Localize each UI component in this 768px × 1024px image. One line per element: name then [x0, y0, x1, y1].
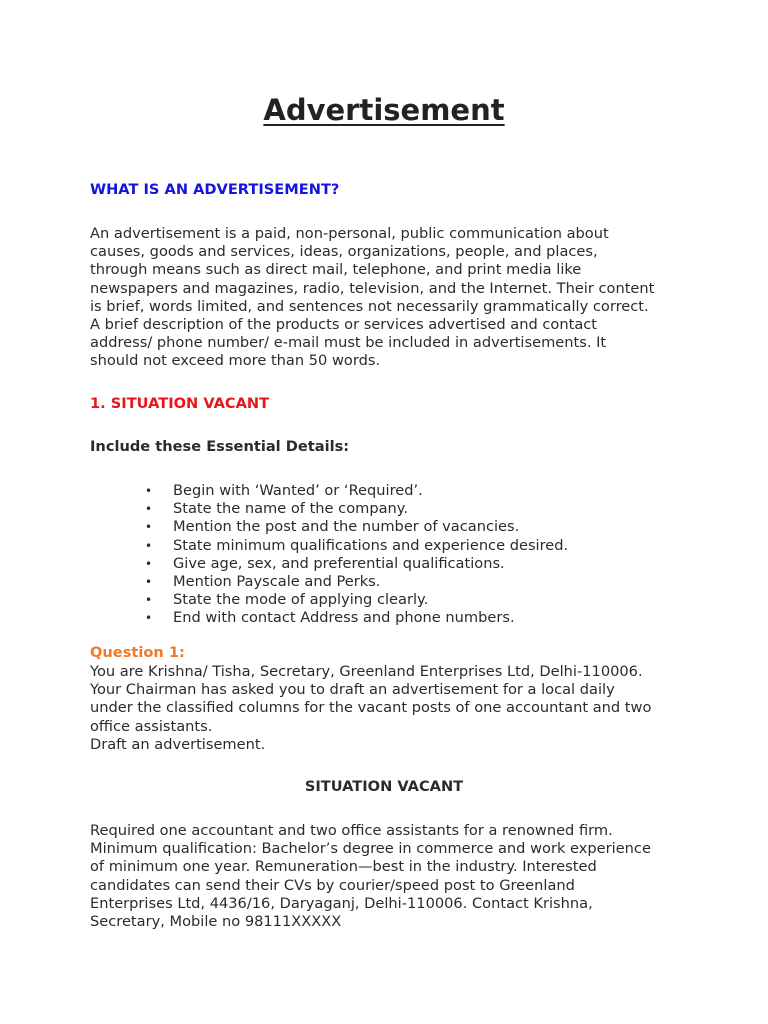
- list-item-text: Mention Payscale and Perks.: [173, 573, 381, 591]
- list-item: [145, 537, 568, 555]
- answer-line: of minimum one year. Remuneration—best in the industry. Interested: [90, 858, 597, 876]
- question-line: You are Krishna/ Tisha, Secretary, Greenland Enterprises Ltd, Delhi-110006.: [90, 663, 643, 680]
- list-item: [145, 500, 568, 518]
- list-item-text: End with contact Address and phone numbers.: [173, 609, 515, 627]
- paragraph-line: is brief, words limited, and sentences not necessarily grammatically correct.: [90, 297, 649, 315]
- bullet-icon: •: [145, 611, 153, 626]
- question-line: Draft an advertisement.: [90, 735, 266, 753]
- question-line: Your Chairman has asked you to draft an advertisement for a local daily: [90, 681, 615, 699]
- essential-details-subheading: Include these Essential Details:: [90, 438, 350, 455]
- answer-line: Required one accountant and two office assistants for a renowned firm.: [90, 822, 613, 839]
- list-item: [145, 482, 568, 500]
- list-item-text: Mention the post and the number of vacancies.: [173, 518, 520, 536]
- question-text: [90, 663, 690, 754]
- paragraph-line: address/ phone number/ e-mail must be included in advertisements. It: [90, 334, 607, 352]
- list-item: [145, 609, 568, 627]
- bullet-icon: •: [145, 520, 153, 535]
- list-item-text: State the mode of applying clearly.: [173, 591, 429, 609]
- paragraph-line: A brief description of the products or services advertised and contact: [90, 316, 598, 334]
- question-heading: Question 1:: [90, 644, 185, 661]
- bullet-icon: •: [145, 556, 153, 571]
- list-item: [145, 555, 568, 573]
- bullet-icon: •: [145, 593, 153, 608]
- answer-line: candidates can send their CVs by courier/speed post to Greenland: [90, 876, 575, 894]
- paragraph-line: through means such as direct mail, telephone, and print media like: [90, 261, 582, 279]
- list-item: [145, 573, 568, 591]
- section-heading-what-is: WHAT IS AN ADVERTISEMENT?: [90, 181, 340, 198]
- definition-paragraph: [90, 225, 690, 371]
- list-item-text: Give age, sex, and preferential qualifications.: [173, 554, 505, 572]
- list-item-text: State minimum qualifications and experience desired.: [173, 536, 569, 554]
- section-heading-situation-vacant: 1. SITUATION VACANT: [90, 395, 270, 412]
- question-line: office assistants.: [90, 717, 213, 735]
- paragraph-line: An advertisement is a paid, non-personal, public communication about: [90, 225, 609, 242]
- page-title: Advertisement: [263, 93, 505, 127]
- essential-details-list: [145, 482, 568, 628]
- answer-line: Secretary, Mobile no 98111XXXXX: [90, 913, 342, 931]
- list-item: [145, 591, 568, 609]
- paragraph-line: causes, goods and services, ideas, organizations, people, and places,: [90, 243, 598, 261]
- list-item: [145, 518, 568, 536]
- question-line: under the classified columns for the vacant posts of one accountant and two: [90, 699, 652, 717]
- bullet-icon: •: [145, 538, 153, 553]
- list-item-text: State the name of the company.: [173, 500, 408, 518]
- bullet-icon: •: [145, 575, 153, 590]
- answer-heading: SITUATION VACANT: [304, 778, 464, 795]
- bullet-icon: •: [145, 502, 153, 517]
- answer-line: Enterprises Ltd, 4436/16, Daryaganj, Delhi-110006. Contact Krishna,: [90, 894, 593, 912]
- answer-text: [90, 822, 690, 931]
- list-item-text: Begin with ‘Wanted’ or ‘Required’.: [173, 482, 423, 499]
- paragraph-line: newspapers and magazines, radio, television, and the Internet. Their content: [90, 279, 655, 297]
- bullet-icon: •: [145, 484, 153, 498]
- paragraph-line: should not exceed more than 50 words.: [90, 352, 381, 370]
- answer-line: Minimum qualification: Bachelor’s degree in commerce and work experience: [90, 840, 651, 858]
